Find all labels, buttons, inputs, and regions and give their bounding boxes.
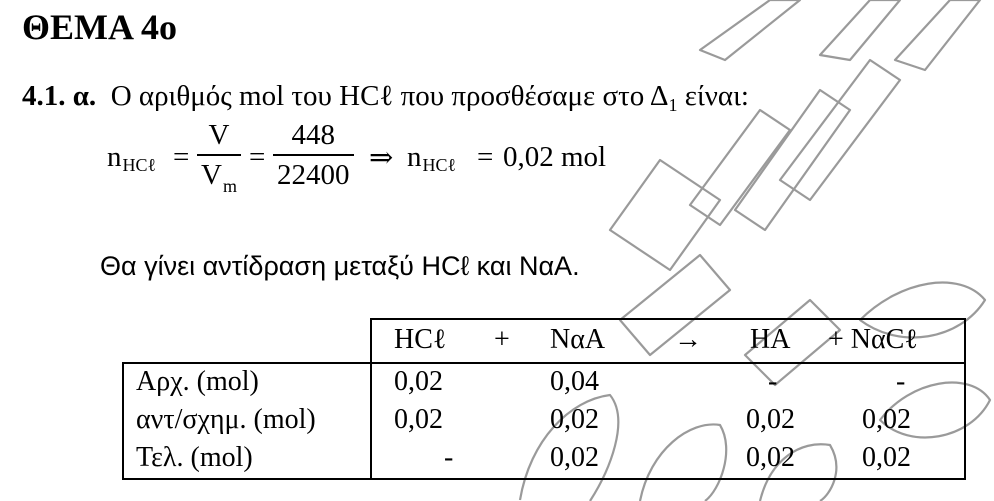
formula-equals-3: =: [477, 140, 494, 173]
fraction-values: [273, 118, 354, 192]
fraction-volume-denominator: $V_m$: [201, 159, 237, 196]
header-hcl: HCℓ: [394, 324, 447, 355]
fraction-bar: [197, 154, 241, 156]
formula-n-subscript: HCℓ: [122, 154, 157, 175]
table-cell: 0,02: [746, 404, 795, 435]
section-heading: ΘΕΜΑ 4ο: [22, 7, 178, 47]
question-text: Ο αριθμός mol του HCℓ που προσθέσαμε στο Δ: [110, 80, 669, 112]
formula-n: n HCℓ: [107, 140, 157, 175]
fraction-values-numerator: 448: [291, 119, 335, 151]
table-cell: -: [444, 442, 454, 473]
table-cell: 0,02: [862, 442, 911, 473]
formula-equals-1: =: [173, 140, 190, 173]
formula-result: 0,02 mol: [503, 140, 607, 173]
table-cell: 0,02: [550, 442, 599, 473]
fraction-denominator-subscript: m: [222, 176, 237, 196]
row-label-initial: Αρχ. (mol): [136, 366, 259, 397]
header-nacl: + ΝαCℓ: [828, 324, 918, 355]
formula-n-result-subscript: HCℓ: [422, 154, 457, 175]
table-cell: 0,02: [746, 442, 795, 473]
header-plus: +: [494, 324, 510, 355]
stoichiometry-table: [122, 318, 964, 478]
table-cell: -: [768, 366, 778, 397]
table-cell: 0,02: [862, 404, 911, 435]
fraction-bar-2: [273, 154, 354, 156]
header-naa: ΝαΑ: [550, 324, 606, 355]
row-label-final: Τελ. (mol): [136, 442, 253, 473]
table-column-divider: [370, 362, 372, 478]
table-cell: 0,02: [550, 404, 599, 435]
table-cell: -: [896, 366, 906, 397]
question-subscript: 1: [668, 95, 678, 115]
formula-n-result: n HCℓ: [407, 140, 457, 175]
row-label-reaction: αντ/σχημ. (mol): [136, 404, 316, 435]
formula-equals-2: =: [249, 140, 266, 173]
fraction-volume: [197, 118, 241, 195]
implies-arrow: ⇒: [369, 141, 394, 174]
header-arrow: →: [674, 324, 702, 355]
fraction-volume-numerator: V: [208, 119, 230, 151]
reaction-sentence: Θα γίνει αντίδραση μεταξύ HCℓ και ΝαΑ.: [100, 251, 580, 281]
table-cell: 0,02: [394, 366, 443, 397]
question-line: [22, 78, 749, 117]
table-cell: 0,02: [394, 404, 443, 435]
fraction-values-denominator: 22400: [277, 159, 350, 191]
header-ha: ΗΑ: [750, 324, 791, 355]
question-text-end: είναι:: [677, 80, 749, 112]
question-number: 4.1. α.: [22, 80, 97, 112]
table-cell: 0,04: [550, 366, 599, 397]
